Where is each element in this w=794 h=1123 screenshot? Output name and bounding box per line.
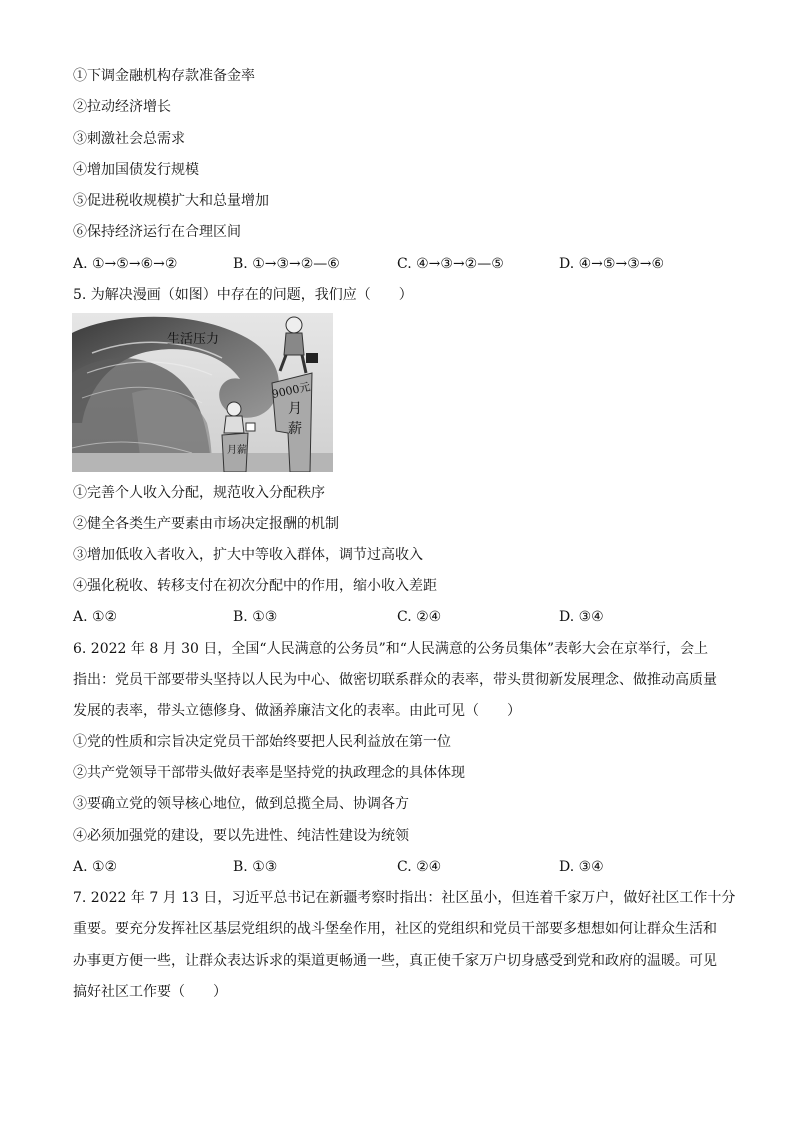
q4-item-3: ③刺激社会总需求: [73, 131, 185, 147]
income-gap-cartoon: [72, 313, 333, 472]
wave-label: 生活压力: [167, 332, 220, 347]
q6-stem-line-2: 指出：党员干部要带头坚持以人民为中心、做密切联系群众的表率，带头贯彻新发展理念、做推动高质量: [73, 672, 717, 688]
q6-option-c[interactable]: C. ②④: [397, 859, 442, 875]
q4-options: [73, 255, 723, 273]
q5-stem: 5. 为解决漫画（如图）中存在的问题，我们应（ ）: [73, 287, 413, 303]
q6-item-3: ③要确立党的领导核心地位，做到总揽全局、协调各方: [73, 796, 409, 812]
q4-option-a[interactable]: A. ①→⑤→⑥→②: [73, 256, 178, 272]
q6-stem-line-3: 发展的表率，带头立德修身、做涵养廉洁文化的表率。由此可见（ ）: [73, 703, 521, 719]
q6-item-4: ④必须加强党的建设，要以先进性、纯洁性建设为统领: [73, 828, 409, 844]
q5-option-d[interactable]: D. ③④: [559, 609, 604, 625]
q4-item-1: ①下调金融机构存款准备金率: [73, 68, 255, 84]
q7-stem-line-2: 重要。要充分发挥社区基层党组织的战斗堡垒作用，社区的党组织和党员干部要多想想如何让群众生活和: [73, 921, 717, 937]
q5-item-1: ①完善个人收入分配，规范收入分配秩序: [73, 485, 325, 501]
q7-stem-line-3: 办事更方便一些，让群众表达诉求的渠道更畅通一些，真正使千家万户切身感受到党和政府的温暖。可见: [73, 953, 717, 969]
short-pillar-text: 月薪: [227, 445, 247, 456]
q5-option-c[interactable]: C. ②④: [397, 609, 442, 625]
q5-options: [73, 608, 723, 626]
q4-item-5: ⑤促进税收规模扩大和总量增加: [73, 193, 269, 209]
q7-stem-line-4: 搞好社区工作要（ ）: [73, 984, 227, 1000]
q4-option-b[interactable]: B. ①→③→②—⑥: [233, 256, 340, 272]
q4-item-2: ②拉动经济增长: [73, 99, 171, 115]
tall-pillar-amount: 9000元: [270, 380, 312, 402]
q7-stem-line-1: 7. 2022 年 7 月 13 日，习近平总书记在新疆考察时指出：社区虽小，但连着千家万户，做好社区工作十分: [73, 890, 736, 906]
q5-item-4: ④强化税收、转移支付在初次分配中的作用，缩小收入差距: [73, 578, 437, 594]
q4-option-d[interactable]: D. ④→⑤→③→⑥: [559, 256, 665, 272]
q6-item-2: ②共产党领导干部带头做好表率是坚持党的执政理念的具体体现: [73, 765, 465, 781]
q5-option-a[interactable]: A. ①②: [73, 609, 118, 625]
q6-option-d[interactable]: D. ③④: [559, 859, 604, 875]
q4-option-c[interactable]: C. ④→③→②—⑤: [397, 256, 504, 272]
q5-item-3: ③增加低收入者收入，扩大中等收入群体，调节过高收入: [73, 547, 423, 563]
q4-item-4: ④增加国债发行规模: [73, 162, 199, 178]
q5-option-b[interactable]: B. ①③: [233, 609, 278, 625]
tall-pillar-text-2: 薪: [288, 421, 302, 437]
q6-option-a[interactable]: A. ①②: [73, 859, 118, 875]
q6-item-1: ①党的性质和宗旨决定党员干部始终要把人民利益放在第一位: [73, 734, 451, 750]
q6-option-b[interactable]: B. ①③: [233, 859, 278, 875]
tall-pillar-text-1: 月: [288, 401, 302, 417]
q5-item-2: ②健全各类生产要素由市场决定报酬的机制: [73, 516, 339, 532]
q6-options: [73, 858, 723, 876]
q4-item-6: ⑥保持经济运行在合理区间: [73, 224, 241, 240]
q6-stem-line-1: 6. 2022 年 8 月 30 日，全国“人民满意的公务员”和“人民满意的公务员集体”表彰大会在京举行，会上: [73, 641, 709, 657]
